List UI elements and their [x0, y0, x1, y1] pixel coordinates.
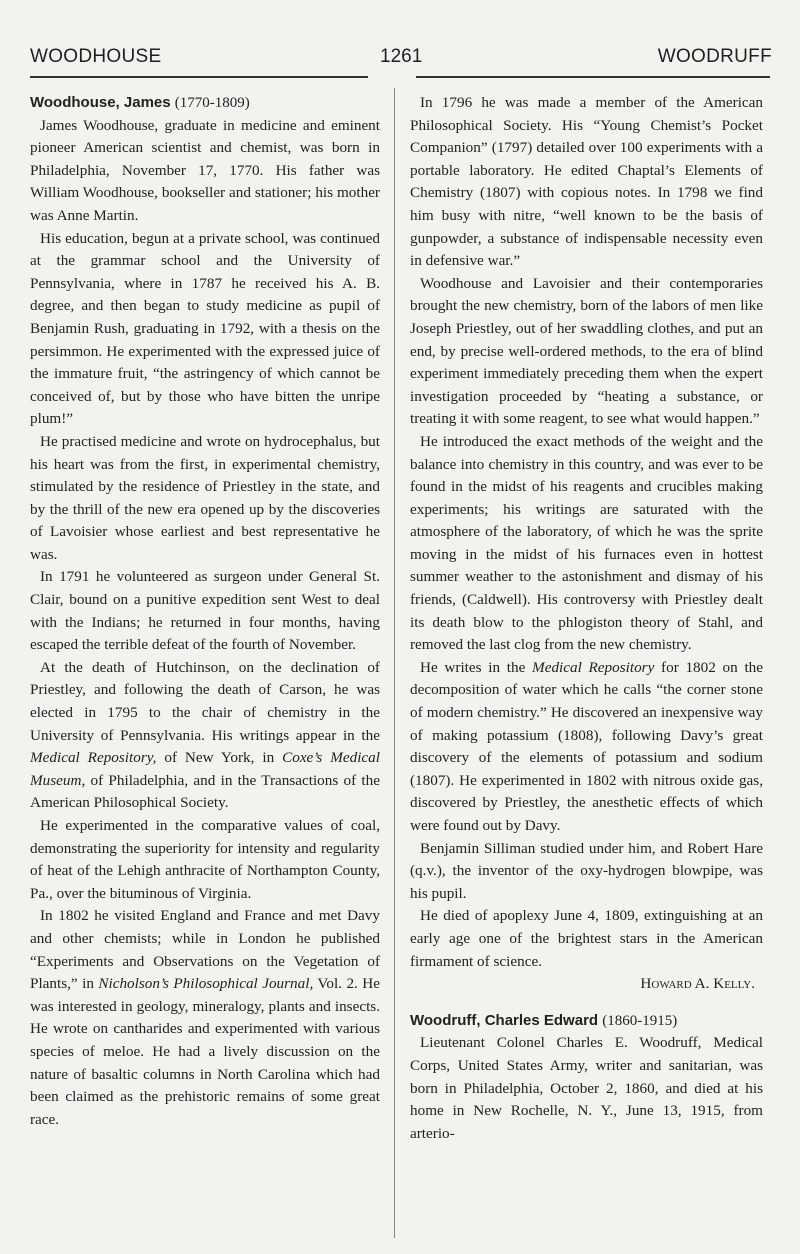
column-divider: [394, 88, 395, 1238]
paragraph: He practised medicine and wrote on hydrocephalus, but his heart was from the first, in experimental chemistry, stimulated by the residence of Priestley in the state, and by the thrill of the new era opened up by the discoveries of Lavoisier whose earliest and best representative he was.: [30, 432, 380, 563]
paragraph: In 1796 he was made a member of the American Philosophical Society. His “Young Chemist’s Pocket Companion” (1797) detailed over 100 experiments with a portable laboratory. He edited Chaptal’s Elements of Chemistry (1807) with copious notes. In 1798 we find him busy with nitre, “well known to be the basis of gunpowder, a substance of indispensable necessity even in defensive war.”: [410, 94, 763, 270]
text: for 1802 on the decomposition of water which he calls “the corner stone of modern chemistry.” He discovered an inexpensive way of making potassium (1808), following Davy’s great discovery of the elements of potassium and sodium (1807). He experimented in 1802 with nitrous oxide gas, discovered by Priestley, the anesthetic effects of which were found out by Davy.: [410, 658, 764, 834]
journal-title: Medical Repository,: [30, 749, 157, 767]
header-left-guide-word: WOODHOUSE: [30, 46, 162, 67]
page-number: 1261: [380, 46, 423, 67]
paragraph: [30, 905, 380, 1131]
text: of Philadelphia, and in the Transactions of the American Philosophical Society.: [30, 771, 380, 812]
paragraph: Lieutenant Colonel Charles E. Woodruff, Medical Corps, United States Army, writer and sanitarian, was born in Philadelphia, October 2, 1860, and died at his home in New Rochelle, N. Y., June 13, 1915, from arterio-: [410, 1034, 763, 1142]
author-signature: Howard A. Kelly.: [640, 975, 755, 993]
journal-title: Medical Repository: [532, 658, 655, 676]
entry-name: Woodhouse, James: [30, 94, 171, 111]
text: Vol. 2. He was interested in geology, mineralogy, plants and insects. He wrote on cantharides and experimented with various species of meloe. He had a lively discussion on the nature of basaltic columns in North Carolina which had been claimed as the prehistoric remains of some great race.: [30, 975, 380, 1128]
paragraph: Benjamin Silliman studied under him, and Robert Hare (q.v.), the inventor of the oxy-hydrogen blowpipe, was his pupil.: [410, 839, 763, 902]
left-column: [30, 92, 380, 1131]
entry-heading-woodhouse: [30, 92, 380, 115]
entry-name: Woodruff, Charles Edward: [410, 1011, 599, 1029]
paragraph: [410, 657, 763, 838]
text: He writes in the: [420, 658, 533, 676]
entry-dates: (1770-1809): [174, 95, 250, 111]
paragraph: His education, begun at a private school, was continued at the grammar school and the University of Pennsylvania, where in 1787 he received his A. B. degree, and then began to study medicine as pupil of Benjamin Rush, graduating in 1792, with a thesis on the persimmon. He experimented with the expressed juice of the immature fruit, “the astringency of which cannot be conceived of, but by those who have bitten the unripe plum!”: [30, 229, 380, 428]
paragraph: He experimented in the comparative values of coal, demonstrating the superiority for intensity and regularity of heat of the Lehigh anthracite of Northampton County, Pa., over the bituminous of Virginia.: [30, 817, 380, 902]
journal-title: Nicholson’s Philosophical Journal,: [98, 975, 314, 993]
header-right-guide-word: WOODRUFF: [657, 46, 772, 67]
text: of New York, in: [156, 749, 283, 767]
running-header: [30, 46, 772, 76]
paragraph: [30, 657, 380, 815]
paragraph: He died of apoplexy June 4, 1809, extinguishing at an early age one of the brightest stars in the American firmament of science.: [410, 907, 763, 970]
paragraph: He introduced the exact methods of the weight and the balance into chemistry in this country, and was ever to be found in the midst of his reagents and crucibles making experiments; his writings are saturated with the atmosphere of the laboratory, of which he was the sprite moving in the midst of his furnaces even in hottest summer weather to the astonishment and dismay of his friends, (Caldwell). His controversy with Priestley dealt its death blow to the phlogiston theory of Stahl, and removed the last clog from the new chemistry.: [410, 432, 763, 654]
entry-dates: (1860-1915): [602, 1012, 678, 1029]
journal-title: Coxe’s Medical Museum,: [30, 749, 380, 789]
paragraph: Woodhouse and Lavoisier and their contemporaries brought the new chemistry, born of the labors of men like Joseph Priestley, out of her swaddling clothes, and put an end, by precise well-ordered methods, to the era of blind experiment immediately preceding them when the expert investigation proceeded by “heating a substance, or treating it with some reagent, to see what would happen.”: [410, 274, 763, 428]
entry-heading-woodruff: [410, 1010, 763, 1033]
entry-spacer: [410, 996, 763, 1010]
header-rule-right: [416, 76, 770, 78]
header-rule-left: [30, 76, 368, 78]
right-column: [410, 92, 763, 1145]
paragraph: In 1791 he volunteered as surgeon under General St. Clair, bound on a punitive expedition sent West to deal with the Indians; he returned in four months, having escaped the terrible defeat of the fourth of November.: [30, 568, 380, 654]
text: At the death of Hutchinson, on the declination of Priestley, and following the death of Carson, he was elected in 1795 to the chair of chemistry in the University of Pennsylvania. His writings appear in the: [30, 658, 380, 744]
text: In 1802 he visited England and France and met Davy and other chemists; while in London he published “Experiments and Observations on the Vegetation of Plants,” in: [30, 907, 380, 993]
paragraph: James Woodhouse, graduate in medicine and eminent pioneer American scientist and chemist, was born in Philadelphia, November 17, 1770. His father was William Woodhouse, bookseller and stationer; his mother was Anne Martin.: [30, 116, 380, 224]
